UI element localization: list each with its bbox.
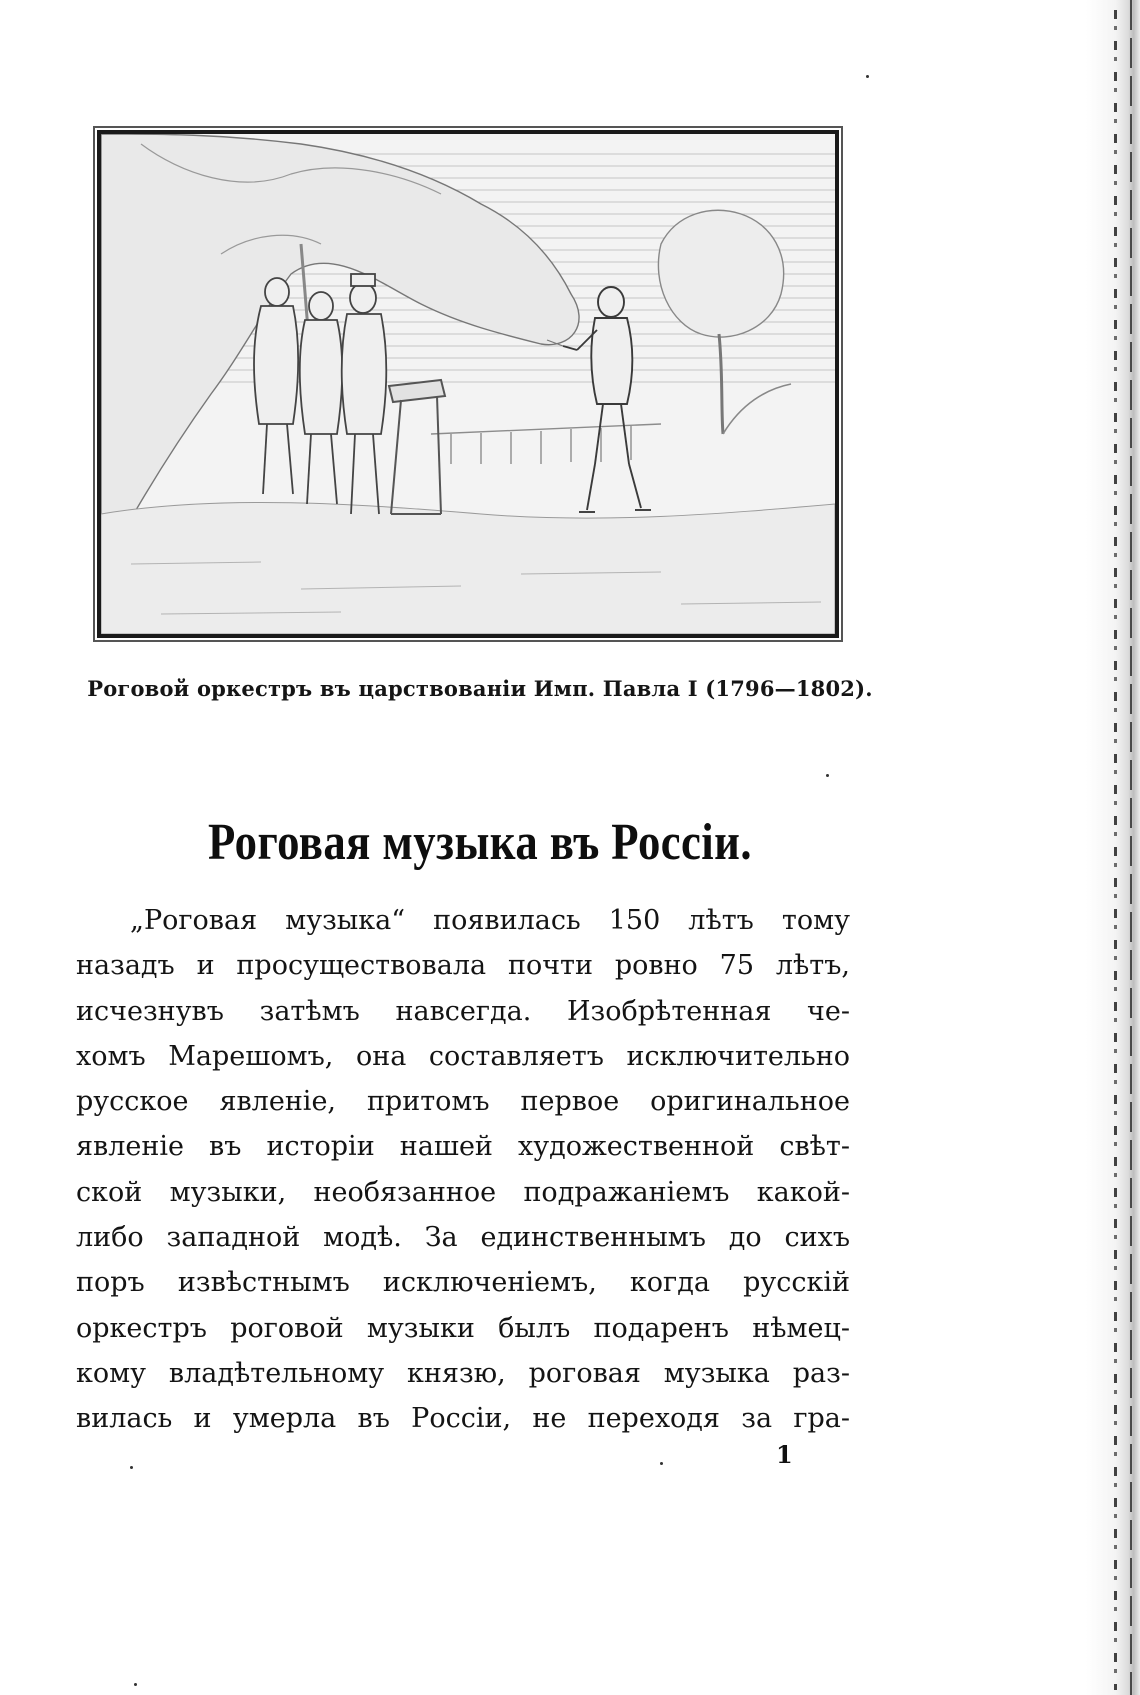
body-line: явленіе въ исторіи нашей художественной свѣт- [76,1131,850,1163]
body-line: оркестръ роговой музыки былъ подаренъ нѣмец- [76,1312,850,1344]
body-line: вилась и умерла въ Россіи, не переходя за гра- [76,1403,850,1435]
body-line: ской музыки, необязанное подражаніемъ какой- [76,1176,850,1208]
illustration-caption: Роговой оркестръ въ царствованіи Имп. Павла I (1796—1802). [87,676,873,701]
body-line: исчезнувъ затѣмъ навсегда. Изобрѣтенная че- [76,995,850,1027]
body-line: хомъ Марешомъ, она составляетъ исключительно [76,1040,850,1072]
body-paragraph [76,898,850,1442]
body-line: назадъ и просуществовала почти ровно 75 лѣтъ, [76,950,850,982]
body-line: „Роговая музыка“ появилась 150 лѣтъ тому [130,905,850,936]
scan-speck [130,1466,133,1469]
scan-speck [660,1462,663,1465]
body-line: кому владѣтельному князю, роговая музыка раз- [76,1357,850,1389]
body-line: русское явленіе, притомъ первое оригинальное [76,1086,850,1118]
scan-speck [134,1683,137,1686]
horn-orchestra-engraving [101,134,835,634]
page-number: 1 [776,1440,793,1469]
scan-speck [826,774,829,777]
body-line: поръ извѣстнымъ исключеніемъ, когда русскій [76,1267,850,1299]
chapter-heading: Роговая музыка въ Россіи. [208,813,752,871]
binding-edge [1086,0,1140,1695]
engraving-illustration [97,130,839,638]
scan-speck [866,75,869,78]
body-line: либо западной модѣ. За единственнымъ до сихъ [76,1222,850,1254]
